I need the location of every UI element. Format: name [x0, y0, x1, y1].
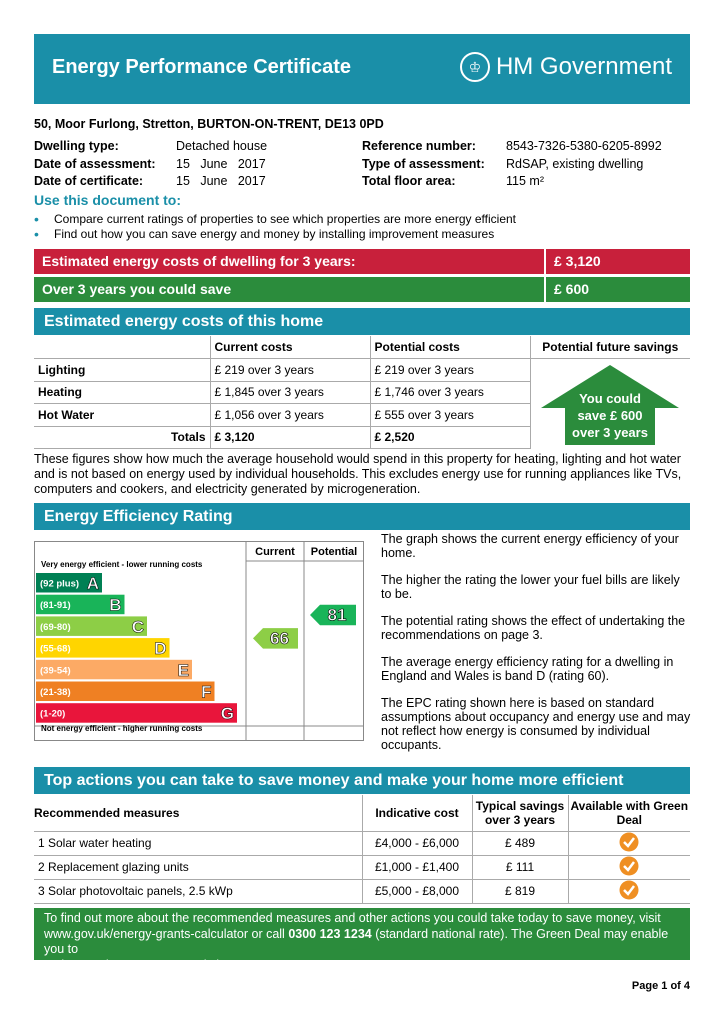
band-letter: E — [177, 660, 189, 680]
page-number: Page 1 of 4 — [631, 980, 690, 992]
gov-logo — [460, 52, 672, 82]
band-range: (21-38) — [40, 687, 71, 698]
col-savings: Typical savings over 3 years — [472, 795, 568, 831]
col-future-savings: Potential future savings — [530, 336, 690, 359]
band-range: (55-68) — [40, 643, 71, 655]
certificate-date-label: Date of certificate: — [34, 174, 144, 188]
col-potential-costs: Potential costs — [370, 336, 530, 359]
could-save-label: Over 3 years you could save — [42, 281, 232, 297]
info-box: To find out more about the recommended measures and other actions you could take today to save money, visit www.gov.uk/energy-grants-calculator or call 0300 123 1234 (standard national rate). The Green Deal may enable you to make your home warmer and cheaper to run. — [34, 908, 690, 960]
savings-line-1: You could — [579, 391, 641, 406]
check-icon — [619, 856, 639, 876]
band-range: (1-20) — [40, 708, 66, 720]
bottom-scale-label: Not energy efficient - higher running costs — [41, 724, 203, 733]
assessment-date-value: 15 June 2017 — [176, 156, 266, 171]
details-right — [362, 138, 662, 191]
floor-area-label: Total floor area: — [362, 174, 456, 188]
potential-rating-value: 81 — [327, 605, 347, 625]
savings-line-2: save £ 600 — [577, 408, 643, 423]
col-current: Current — [255, 546, 295, 558]
band-range: (39-54) — [40, 665, 71, 677]
bullet-icon: • — [34, 211, 39, 227]
band-range: (69-80) — [40, 621, 71, 633]
page-title: Energy Performance Certificate — [52, 56, 352, 78]
bullet-icon: • — [34, 226, 39, 242]
list-item: Compare current ratings of properties to see which properties are more energy efficient — [54, 212, 517, 226]
crown-crest-icon: ♔ — [460, 52, 490, 82]
band-letter: B — [109, 595, 122, 615]
estimated-costs-value: £ 3,120 — [544, 249, 690, 274]
could-save-bar — [34, 277, 690, 302]
dwelling-type-value: Detached house — [176, 139, 268, 153]
col-potential: Potential — [310, 546, 358, 558]
table-row: Hot Water £ 1,056 over 3 years £ 555 over 3 years — [34, 404, 690, 427]
col-current-costs: Current costs — [210, 336, 370, 359]
table-row: Heating £ 1,845 over 3 years £ 1,746 over 3 years — [34, 381, 690, 404]
top-scale-label: Very energy efficient - lower running costs — [41, 560, 203, 569]
estimated-costs-label: Estimated energy costs of dwelling for 3 years: — [42, 253, 356, 269]
table-row: 3 Solar photovoltaic panels, 2.5 kWp £5,000 - £8,000 £ 819 — [34, 879, 690, 903]
could-save-value: £ 600 — [544, 277, 690, 302]
costs-explanation: These figures show how much the average household would spend in this property for heating, lighting and hot water and is not based on energy used by individual households. This excludes energy use for running appliances like TVs, computers and cookers, and electricity generated by microgeneration. — [34, 452, 682, 496]
check-icon — [619, 832, 639, 852]
efficiency-chart — [34, 541, 364, 741]
band-range: (92 plus) — [40, 578, 80, 590]
efficiency-text: The graph shows the current energy efficiency of your home. The higher the rating the lower your fuel bills are likely to be. The potential rating shows the effect of undertaking the recommendations on page 3. The average energy efficiency rating for a dwelling in England and Wales is band D (rating 60). The EPC rating shown here is based on standard assumptions about occupancy and energy use and may not reflect how energy is consumed by individual occupants. — [381, 532, 691, 752]
costs-section-title: Estimated energy costs of this home — [34, 308, 690, 335]
phone-number: 0300 123 1234 — [288, 926, 372, 941]
table-row: Lighting £ 219 over 3 years £ 219 over 3 years — [34, 359, 690, 382]
efficiency-section-title: Energy Efficiency Rating — [34, 503, 690, 530]
band-letter: F — [201, 682, 212, 702]
band-letter: D — [154, 639, 167, 659]
estimated-costs-bar — [34, 249, 690, 274]
savings-arrow — [541, 365, 679, 445]
check-icon — [619, 880, 639, 900]
table-row: 1 Solar water heating £4,000 - £6,000 £ 489 — [34, 831, 690, 855]
col-measures: Recommended measures — [34, 795, 362, 831]
band-letter: C — [131, 617, 144, 637]
col-cost: Indicative cost — [362, 795, 472, 831]
band-range: (81-91) — [40, 600, 71, 612]
reference-label: Reference number: — [362, 139, 476, 153]
current-rating-value: 66 — [270, 629, 289, 649]
use-title: Use this document to: — [34, 192, 182, 208]
table-row: 2 Replacement glazing units £1,000 - £1,400 £ 111 — [34, 855, 690, 879]
use-list — [34, 212, 516, 242]
reference-value: 8543-7326-5380-6205-8992 — [506, 139, 662, 153]
assessment-date-label: Date of assessment: — [34, 156, 156, 171]
band-g — [36, 703, 237, 723]
header-banner — [34, 34, 690, 104]
certificate-date-value: 15 June 2017 — [176, 174, 266, 188]
band-letter: A — [86, 574, 99, 593]
floor-area-value: 115 m² — [506, 174, 544, 188]
savings-line-3: over 3 years — [572, 425, 648, 440]
details-left — [34, 138, 267, 191]
grants-link[interactable]: www.gov.uk/energy-grants-calculator or call — [44, 926, 289, 941]
band-letter: G — [220, 704, 234, 724]
actions-table — [34, 795, 690, 904]
list-item: Find out how you can save energy and money by installing improvement measures — [54, 227, 495, 241]
assessment-type-label: Type of assessment: — [362, 156, 485, 171]
dwelling-type-label: Dwelling type: — [34, 139, 119, 153]
col-green-deal: Available with Green Deal — [568, 795, 690, 831]
property-address: 50, Moor Furlong, Stretton, BURTON-ON-TRENT, DE13 0PD — [34, 117, 384, 131]
totals-row: Totals £ 3,120 £ 2,520 — [34, 426, 690, 449]
actions-section-title: Top actions you can take to save money and make your home more efficient — [34, 767, 690, 794]
assessment-type-value: RdSAP, existing dwelling — [506, 156, 644, 171]
gov-name: HM Government — [495, 53, 672, 80]
